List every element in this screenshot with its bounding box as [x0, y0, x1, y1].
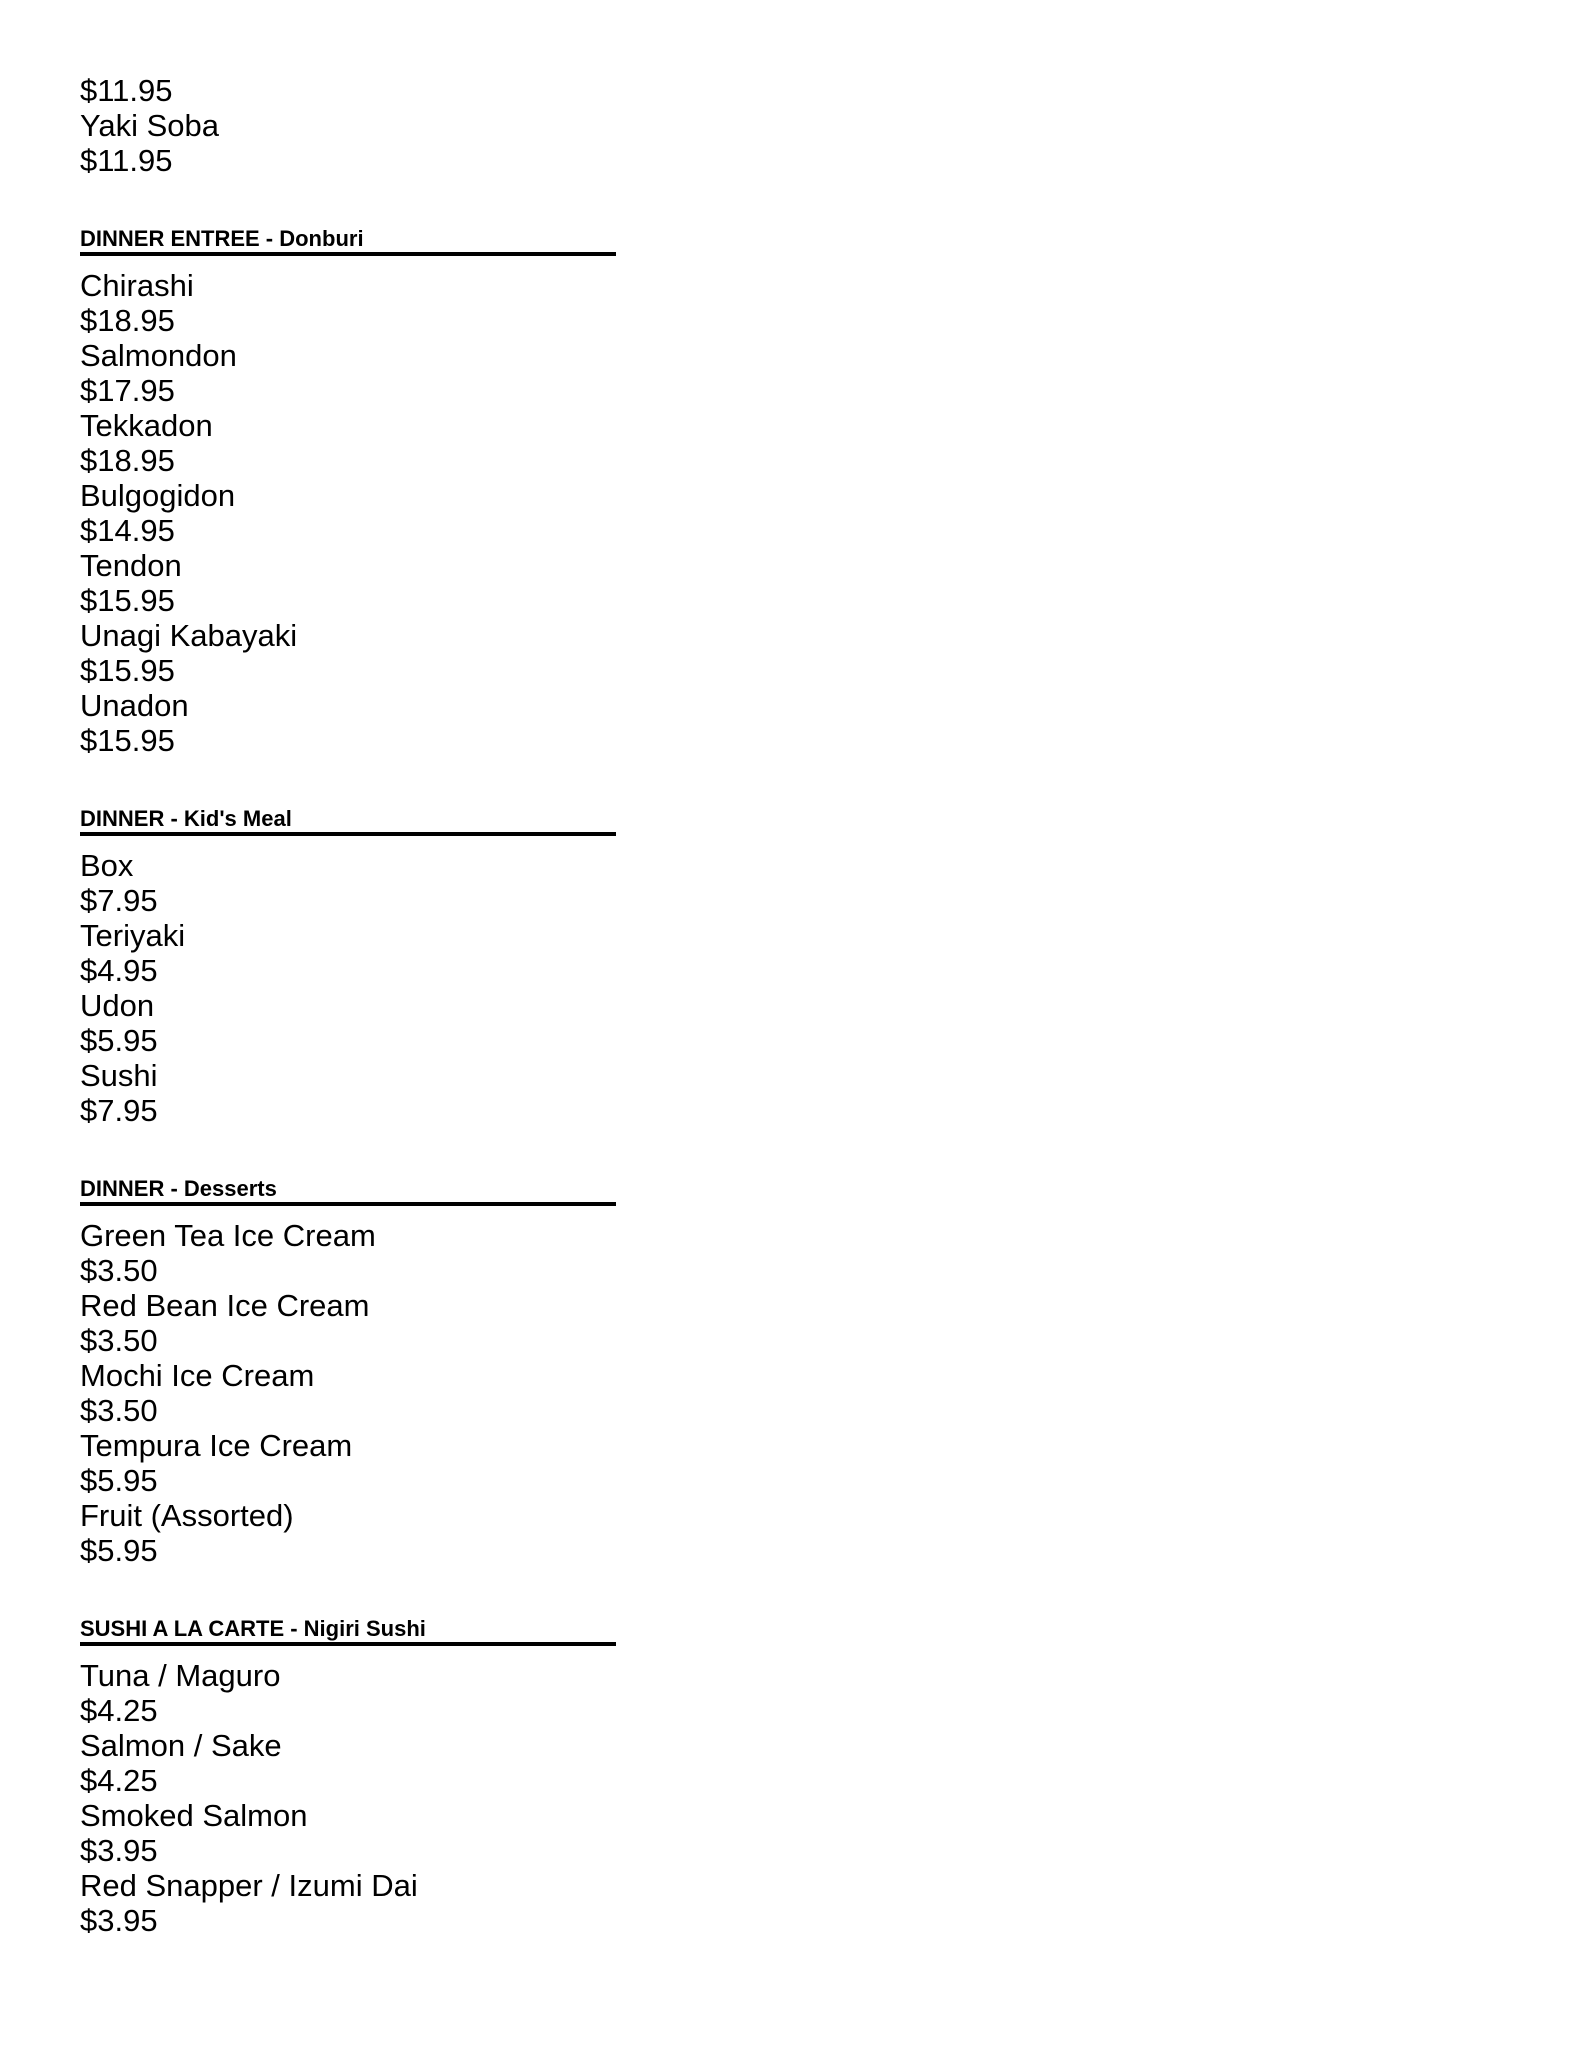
item-name: Mochi Ice Cream — [80, 1358, 315, 1393]
item-price: $15.95 — [80, 583, 175, 618]
item-price: $3.95 — [80, 1833, 158, 1868]
item-list — [80, 1658, 680, 1938]
item-price: $3.50 — [80, 1393, 158, 1428]
item-name: Tendon — [80, 548, 182, 583]
section-donburi — [80, 226, 680, 758]
item-price: $15.95 — [80, 723, 175, 758]
section-header: DINNER ENTREE - Donburi — [80, 226, 616, 256]
item-price: $4.25 — [80, 1693, 158, 1728]
item-name: Unadon — [80, 688, 189, 723]
item-price: $4.95 — [80, 953, 158, 988]
item-price: $3.50 — [80, 1253, 158, 1288]
item-list — [80, 848, 680, 1128]
section-header: SUSHI A LA CARTE - Nigiri Sushi — [80, 1616, 616, 1646]
item-name: Salmon / Sake — [80, 1728, 282, 1763]
item-price: $3.95 — [80, 1903, 158, 1938]
item-list — [80, 1218, 680, 1568]
item-name: Tempura Ice Cream — [80, 1428, 353, 1463]
item-name: Tuna / Maguro — [80, 1658, 281, 1693]
item-price: $4.25 — [80, 1763, 158, 1798]
item-name: Red Bean Ice Cream — [80, 1288, 370, 1323]
item-price: $18.95 — [80, 303, 175, 338]
item-price: $14.95 — [80, 513, 175, 548]
item-price: $15.95 — [80, 653, 175, 688]
menu-page — [80, 73, 680, 1938]
item-price: $5.95 — [80, 1533, 158, 1568]
section-nigiri-sushi — [80, 1616, 680, 1938]
continued-items — [80, 73, 680, 178]
item-name: Salmondon — [80, 338, 237, 373]
item-price: $11.95 — [80, 73, 173, 108]
item-name: Bulgogidon — [80, 478, 236, 513]
item-price: $17.95 — [80, 373, 175, 408]
item-name: Box — [80, 848, 134, 883]
item-price: $5.95 — [80, 1463, 158, 1498]
item-name: Fruit (Assorted) — [80, 1498, 294, 1533]
item-name: Unagi Kabayaki — [80, 618, 298, 653]
item-name: Teriyaki — [80, 918, 186, 953]
item-name: Udon — [80, 988, 155, 1023]
item-price: $18.95 — [80, 443, 175, 478]
item-name: Smoked Salmon — [80, 1798, 308, 1833]
section-header: DINNER - Desserts — [80, 1176, 616, 1206]
item-name: Chirashi — [80, 268, 194, 303]
item-price: $7.95 — [80, 1093, 158, 1128]
section-kids-meal — [80, 806, 680, 1128]
item-price: $5.95 — [80, 1023, 158, 1058]
item-name: Green Tea Ice Cream — [80, 1218, 376, 1253]
item-price: $3.50 — [80, 1323, 158, 1358]
item-price: $11.95 — [80, 143, 173, 178]
item-name: Tekkadon — [80, 408, 213, 443]
item-name: Sushi — [80, 1058, 158, 1093]
item-name: Yaki Soba — [80, 108, 220, 143]
item-name: Red Snapper / Izumi Dai — [80, 1868, 418, 1903]
section-header: DINNER - Kid's Meal — [80, 806, 616, 836]
item-list — [80, 268, 680, 758]
section-desserts — [80, 1176, 680, 1568]
item-price: $7.95 — [80, 883, 158, 918]
